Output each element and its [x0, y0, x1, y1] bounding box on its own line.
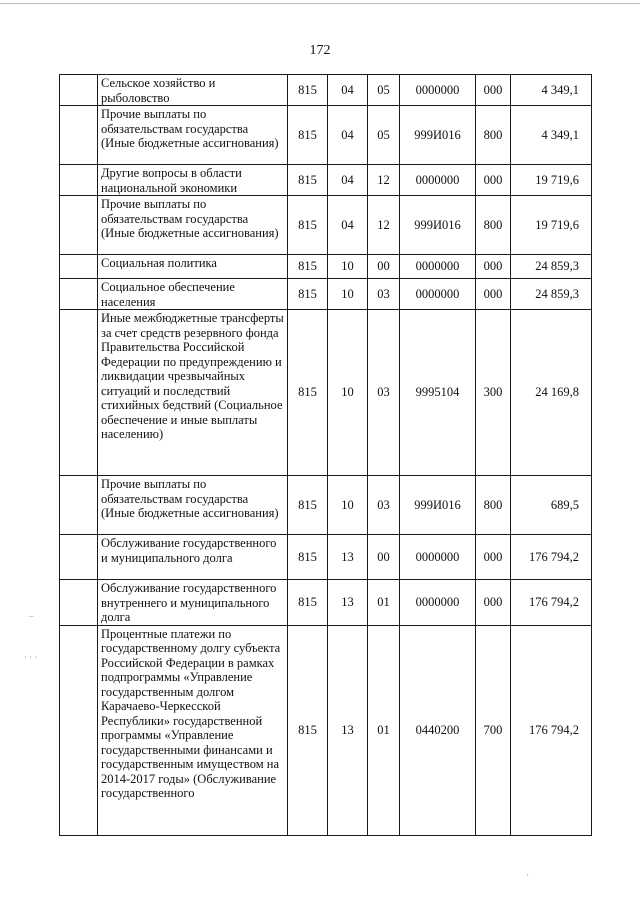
amount-cell: 4 349,1 — [511, 75, 592, 106]
dept-code-cell: 815 — [288, 310, 328, 476]
dept-code-cell: 815 — [288, 75, 328, 106]
subsection-cell: 00 — [368, 255, 400, 279]
section-cell: 10 — [328, 279, 368, 310]
row-marker-cell — [60, 196, 98, 255]
dept-code-cell: 815 — [288, 625, 328, 835]
subsection-cell: 05 — [368, 106, 400, 165]
section-cell: 04 — [328, 106, 368, 165]
amount-cell: 176 794,2 — [511, 625, 592, 835]
subsection-cell: 01 — [368, 625, 400, 835]
expense-name-cell: Процентные платежи по государственному долгу субъекта Российской Федерации в рамках подпрограммы «Управление государственным долгом Карачаево-Черкесской Республики» государственной программы «Управление государственными финансами и государственным имуществом на 2014-2017 годы» (Обслуживание государственного — [98, 625, 288, 835]
section-cell: 10 — [328, 255, 368, 279]
subsection-cell: 03 — [368, 279, 400, 310]
table-row — [60, 196, 592, 255]
dept-code-cell: 815 — [288, 165, 328, 196]
target-article-cell: 999И016 — [400, 196, 476, 255]
top-scan-rule — [0, 3, 640, 4]
expense-name-cell: Социальная политика — [98, 255, 288, 279]
dept-code-cell: 815 — [288, 255, 328, 279]
table-row — [60, 476, 592, 535]
table-row — [60, 310, 592, 476]
target-article-cell: 999И016 — [400, 476, 476, 535]
dept-code-cell: 815 — [288, 535, 328, 580]
target-article-cell: 9995104 — [400, 310, 476, 476]
expense-type-cell: 000 — [476, 255, 511, 279]
expense-type-cell: 000 — [476, 165, 511, 196]
subsection-cell: 12 — [368, 196, 400, 255]
margin-mark: · — [526, 870, 529, 880]
expense-type-cell: 000 — [476, 75, 511, 106]
target-article-cell: 0000000 — [400, 255, 476, 279]
subsection-cell: 12 — [368, 165, 400, 196]
row-marker-cell — [60, 279, 98, 310]
dept-code-cell: 815 — [288, 279, 328, 310]
row-marker-cell — [60, 106, 98, 165]
amount-cell: 24 859,3 — [511, 255, 592, 279]
section-cell: 13 — [328, 580, 368, 626]
row-marker-cell — [60, 255, 98, 279]
expense-type-cell: 000 — [476, 535, 511, 580]
row-marker-cell — [60, 535, 98, 580]
expense-name-cell: Прочие выплаты по обязательствам государства (Иные бюджетные ассигнования) — [98, 476, 288, 535]
expense-name-cell: Иные межбюджетные трансферты за счет средств резервного фонда Правительства Российской Федерации по предупреждению и ликвидации чрезвычайных ситуаций и последствий стихийных бедствий (Социальное обеспечение и иные выплаты населению) — [98, 310, 288, 476]
expense-type-cell: 800 — [476, 476, 511, 535]
section-cell: 10 — [328, 476, 368, 535]
margin-mark: – — [29, 611, 34, 621]
amount-cell: 24 859,3 — [511, 279, 592, 310]
amount-cell: 176 794,2 — [511, 580, 592, 626]
budget-table — [59, 74, 592, 836]
row-marker-cell — [60, 75, 98, 106]
table-row — [60, 165, 592, 196]
expense-name-cell: Прочие выплаты по обязательствам государства (Иные бюджетные ассигнования) — [98, 106, 288, 165]
expense-type-cell: 000 — [476, 580, 511, 626]
target-article-cell: 0000000 — [400, 279, 476, 310]
row-marker-cell — [60, 310, 98, 476]
subsection-cell: 01 — [368, 580, 400, 626]
table-row — [60, 535, 592, 580]
amount-cell: 19 719,6 — [511, 165, 592, 196]
dept-code-cell: 815 — [288, 106, 328, 165]
expense-name-cell: Обслуживание государственного и муниципального долга — [98, 535, 288, 580]
page-number: 172 — [309, 43, 331, 58]
target-article-cell: 0000000 — [400, 75, 476, 106]
expense-name-cell: Другие вопросы в области национальной экономики — [98, 165, 288, 196]
table-row — [60, 580, 592, 626]
section-cell: 10 — [328, 310, 368, 476]
table-row — [60, 625, 592, 835]
expense-type-cell: 800 — [476, 106, 511, 165]
expense-type-cell: 700 — [476, 625, 511, 835]
row-marker-cell — [60, 625, 98, 835]
table-row — [60, 279, 592, 310]
expense-type-cell: 300 — [476, 310, 511, 476]
section-cell: 04 — [328, 75, 368, 106]
subsection-cell: 05 — [368, 75, 400, 106]
amount-cell: 689,5 — [511, 476, 592, 535]
table-row — [60, 75, 592, 106]
amount-cell: 4 349,1 — [511, 106, 592, 165]
table-row — [60, 255, 592, 279]
amount-cell: 24 169,8 — [511, 310, 592, 476]
subsection-cell: 03 — [368, 310, 400, 476]
row-marker-cell — [60, 476, 98, 535]
subsection-cell: 00 — [368, 535, 400, 580]
target-article-cell: 999И016 — [400, 106, 476, 165]
expense-name-cell: Прочие выплаты по обязательствам государства (Иные бюджетные ассигнования) — [98, 196, 288, 255]
dept-code-cell: 815 — [288, 196, 328, 255]
expense-type-cell: 000 — [476, 279, 511, 310]
dept-code-cell: 815 — [288, 476, 328, 535]
margin-mark: · · · — [24, 652, 38, 662]
section-cell: 13 — [328, 625, 368, 835]
expense-type-cell: 800 — [476, 196, 511, 255]
target-article-cell: 0000000 — [400, 165, 476, 196]
amount-cell: 19 719,6 — [511, 196, 592, 255]
row-marker-cell — [60, 165, 98, 196]
row-marker-cell — [60, 580, 98, 626]
section-cell: 13 — [328, 535, 368, 580]
table-row — [60, 106, 592, 165]
target-article-cell: 0000000 — [400, 535, 476, 580]
section-cell: 04 — [328, 165, 368, 196]
subsection-cell: 03 — [368, 476, 400, 535]
section-cell: 04 — [328, 196, 368, 255]
amount-cell: 176 794,2 — [511, 535, 592, 580]
target-article-cell: 0000000 — [400, 580, 476, 626]
expense-name-cell: Сельское хозяйство и рыболовство — [98, 75, 288, 106]
expense-name-cell: Социальное обеспечение населения — [98, 279, 288, 310]
expense-name-cell: Обслуживание государственного внутреннего и муниципального долга — [98, 580, 288, 626]
dept-code-cell: 815 — [288, 580, 328, 626]
target-article-cell: 0440200 — [400, 625, 476, 835]
